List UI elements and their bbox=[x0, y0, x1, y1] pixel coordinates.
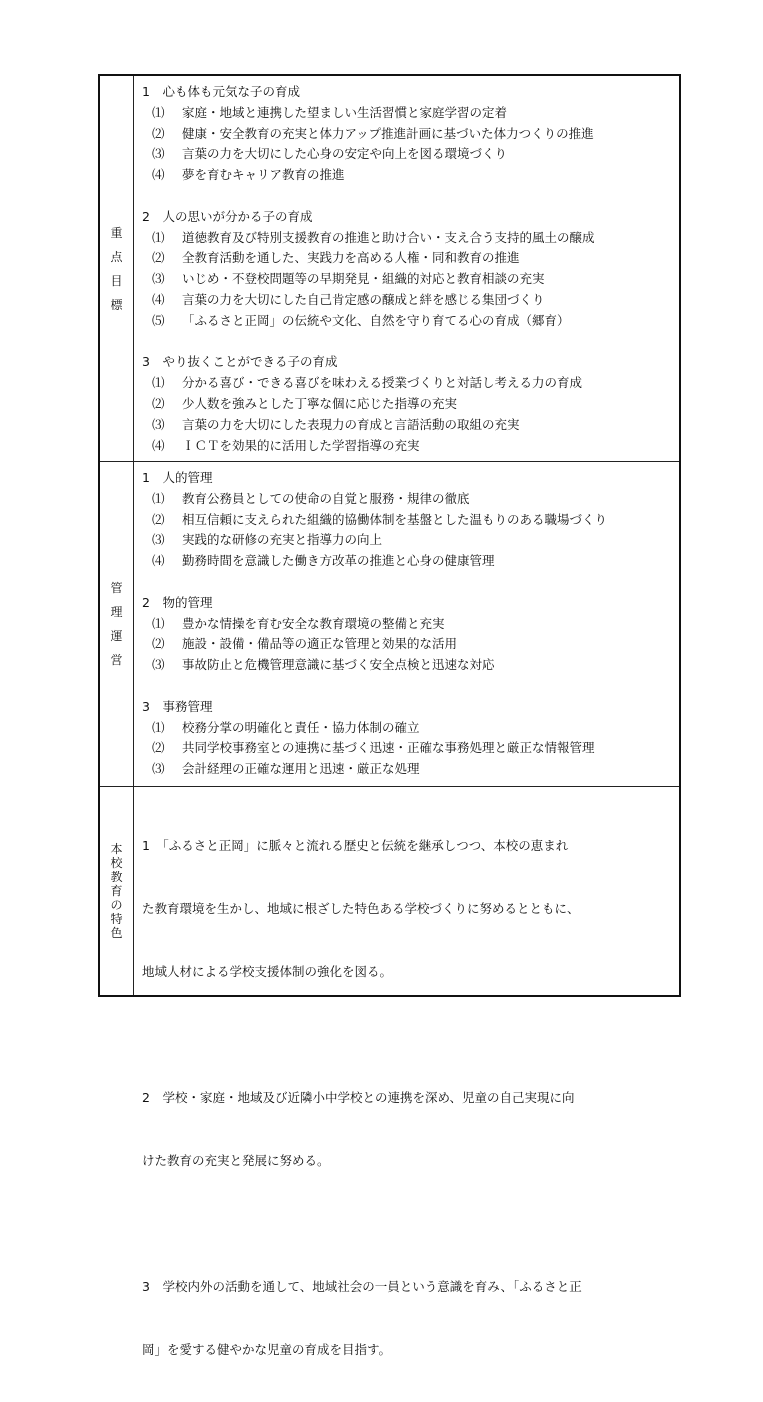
item-text: 道徳教育及び特別支援教育の推進と助け合い・支え合う支持的風土の醸成 bbox=[182, 229, 595, 245]
list-item bbox=[140, 269, 677, 290]
item-number: ⑵ bbox=[152, 250, 165, 266]
paragraph-line: 地域人材による学校支援体制の強化を図る。 bbox=[142, 964, 393, 979]
paragraph bbox=[140, 793, 677, 1024]
list-item bbox=[140, 373, 677, 394]
item-number: ⑶ bbox=[152, 532, 165, 548]
section-content-cell bbox=[134, 75, 681, 462]
item-number: ⑵ bbox=[152, 740, 165, 756]
item-text: 分かる喜び・できる喜びを味わえる授業づくりと対話し考える力の育成 bbox=[182, 375, 583, 391]
paragraph-line: けた教育の充実と発展に努める。 bbox=[142, 1153, 330, 1168]
section-label-cell bbox=[99, 462, 134, 787]
item-number: ⑶ bbox=[152, 146, 165, 162]
list-item bbox=[140, 415, 677, 436]
item-text: 「ふるさと正岡」の伝統や文化、自然を守り育てる心の育成（郷育） bbox=[182, 312, 570, 328]
label-char: 標 bbox=[110, 297, 123, 312]
list-item bbox=[140, 103, 677, 124]
group-spacer bbox=[140, 186, 677, 207]
section-row-management bbox=[99, 462, 680, 787]
item-number: ⑵ bbox=[152, 125, 165, 141]
list-item bbox=[140, 718, 677, 739]
list-item bbox=[140, 738, 677, 759]
group-title: 2 物的管理 bbox=[142, 594, 213, 610]
item-number: ⑴ bbox=[152, 375, 165, 391]
item-text: 実践的な研修の充実と指導力の向上 bbox=[182, 532, 383, 548]
item-number: ⑷ bbox=[152, 167, 165, 183]
group-title: 1 心も体も元気な子の育成 bbox=[142, 84, 300, 99]
paragraph-line: 岡」を愛する健やかな児童の育成を目指す。 bbox=[142, 1342, 392, 1357]
item-number: ⑷ bbox=[152, 437, 165, 453]
item-number: ⑶ bbox=[152, 271, 165, 287]
list-item bbox=[140, 551, 677, 572]
section-label-cell bbox=[99, 75, 134, 462]
list-item bbox=[140, 614, 677, 635]
section-content-cell bbox=[134, 462, 681, 787]
list-item bbox=[140, 394, 677, 415]
item-text: 施設・設備・備品等の適正な管理と効果的な活用 bbox=[182, 636, 458, 652]
list-item bbox=[140, 124, 677, 145]
label-char: 点 bbox=[110, 249, 123, 264]
item-text: 言葉の力を大切にした自己肯定感の醸成と絆を感じる集団づくり bbox=[182, 291, 545, 307]
list-item bbox=[140, 489, 677, 510]
paragraph-line: 3 学校内外の活動を通して、地域社会の一員という意識を育み、「ふるさと正 bbox=[142, 1279, 582, 1294]
paragraph-line: 2 学校・家庭・地域及び近隣小中学校との連携を深め、児童の自己実現に向 bbox=[142, 1090, 575, 1105]
label-char: 管 bbox=[110, 581, 123, 595]
label-char: 本 bbox=[110, 842, 123, 856]
list-item bbox=[140, 290, 677, 311]
label-char: 特 bbox=[110, 912, 123, 926]
label-char: 理 bbox=[110, 605, 123, 619]
list-item bbox=[140, 530, 677, 551]
item-text: 豊かな情操を育む安全な教育環境の整備と充実 bbox=[182, 615, 445, 631]
item-number: ⑶ bbox=[152, 657, 165, 673]
paragraph bbox=[140, 1234, 677, 1402]
item-number: ⑴ bbox=[152, 719, 165, 735]
paragraph-spacer bbox=[140, 1024, 677, 1045]
item-text: 勤務時間を意識した働き方改革の推進と心身の健康管理 bbox=[182, 553, 495, 569]
group-title: 3 やり抜くことができる子の育成 bbox=[142, 354, 338, 370]
label-char: 目 bbox=[110, 273, 123, 288]
list-item bbox=[140, 634, 677, 655]
paragraph bbox=[140, 1045, 677, 1213]
item-number: ⑵ bbox=[152, 511, 165, 527]
item-text: ＩＣＴを効果的に活用した学習指導の充実 bbox=[182, 437, 420, 453]
label-char: の bbox=[110, 898, 123, 912]
item-text: 健康・安全教育の充実と体力アップ推進計画に基づいた体力つくりの推進 bbox=[182, 125, 594, 141]
section-label bbox=[100, 221, 133, 317]
item-number: ⑶ bbox=[152, 416, 165, 432]
item-text: 家庭・地域と連携した望ましい生活習慣と家庭学習の定着 bbox=[182, 104, 508, 120]
list-item bbox=[140, 759, 677, 780]
group-title: 1 人的管理 bbox=[142, 470, 213, 485]
item-number: ⑴ bbox=[152, 490, 165, 506]
section-row-school-features bbox=[99, 787, 680, 997]
paragraph-line: 1 「ふるさと正岡」に脈々と流れる歴史と伝統を継承しつつ、本校の恵まれ bbox=[142, 838, 569, 853]
section-row-focus-goals bbox=[99, 75, 680, 462]
label-char: 営 bbox=[110, 653, 123, 667]
list-item bbox=[140, 311, 677, 332]
item-number: ⑵ bbox=[152, 636, 165, 652]
item-text: 会計経理の正確な運用と迅速・厳正な処理 bbox=[182, 761, 420, 777]
item-text: 教育公務員としての使命の自覚と服務・規律の徹底 bbox=[182, 490, 470, 506]
list-item bbox=[140, 436, 677, 457]
item-number: ⑴ bbox=[152, 104, 165, 120]
list-item bbox=[140, 165, 677, 186]
list-item bbox=[140, 144, 677, 165]
item-number: ⑵ bbox=[152, 395, 165, 411]
item-number: ⑸ bbox=[152, 312, 165, 328]
item-text: 相互信頼に支えられた組織的協働体制を基盤とした温もりのある職場づくり bbox=[182, 511, 608, 527]
item-number: ⑶ bbox=[152, 761, 165, 777]
list-item bbox=[140, 248, 677, 269]
label-char: 教 bbox=[110, 870, 123, 884]
section-label bbox=[100, 576, 133, 672]
label-char: 育 bbox=[110, 884, 123, 898]
group-spacer bbox=[140, 572, 677, 593]
list-item bbox=[140, 655, 677, 676]
group-spacer bbox=[140, 676, 677, 697]
item-text: 事故防止と危機管理意識に基づく安全点検と迅速な対応 bbox=[182, 657, 495, 673]
label-char: 色 bbox=[110, 926, 123, 940]
group-title: 3 事務管理 bbox=[142, 698, 213, 714]
section-label-cell bbox=[99, 787, 134, 997]
section-content-cell bbox=[134, 787, 681, 1357]
item-number: ⑴ bbox=[152, 229, 165, 245]
group-spacer bbox=[140, 332, 677, 353]
section-label bbox=[100, 842, 133, 940]
list-item bbox=[140, 228, 677, 249]
group-title: 2 人の思いが分かる子の育成 bbox=[142, 208, 313, 224]
item-text: 全教育活動を通した、実践力を高める人権・同和教育の推進 bbox=[182, 250, 520, 266]
item-text: 校務分掌の明確化と責任・協力体制の確立 bbox=[182, 719, 420, 735]
item-number: ⑴ bbox=[152, 615, 165, 631]
item-text: 言葉の力を大切にした心身の安定や向上を図る環境づくり bbox=[182, 146, 508, 162]
label-char: 校 bbox=[110, 856, 123, 870]
item-text: 言葉の力を大切にした表現力の育成と言語活動の取組の充実 bbox=[182, 416, 520, 432]
item-number: ⑷ bbox=[152, 291, 165, 307]
item-text: いじめ・不登校問題等の早期発見・組織的対応と教育相談の充実 bbox=[182, 271, 545, 287]
list-item bbox=[140, 510, 677, 531]
item-text: 夢を育むキャリア教育の推進 bbox=[182, 167, 345, 183]
item-text: 共同学校事務室との連携に基づく迅速・正確な事務処理と厳正な情報管理 bbox=[182, 740, 595, 756]
item-text: 少人数を強みとした丁寧な個に応じた指導の充実 bbox=[182, 395, 458, 411]
label-char: 重 bbox=[110, 225, 123, 240]
item-number: ⑷ bbox=[152, 553, 165, 569]
label-char: 運 bbox=[110, 629, 123, 643]
school-plan-table bbox=[98, 74, 681, 1357]
paragraph-spacer bbox=[140, 1213, 677, 1234]
paragraph-line: た教育環境を生かし、地域に根ざした特色ある学校づくりに努めるとともに、 bbox=[142, 901, 580, 916]
